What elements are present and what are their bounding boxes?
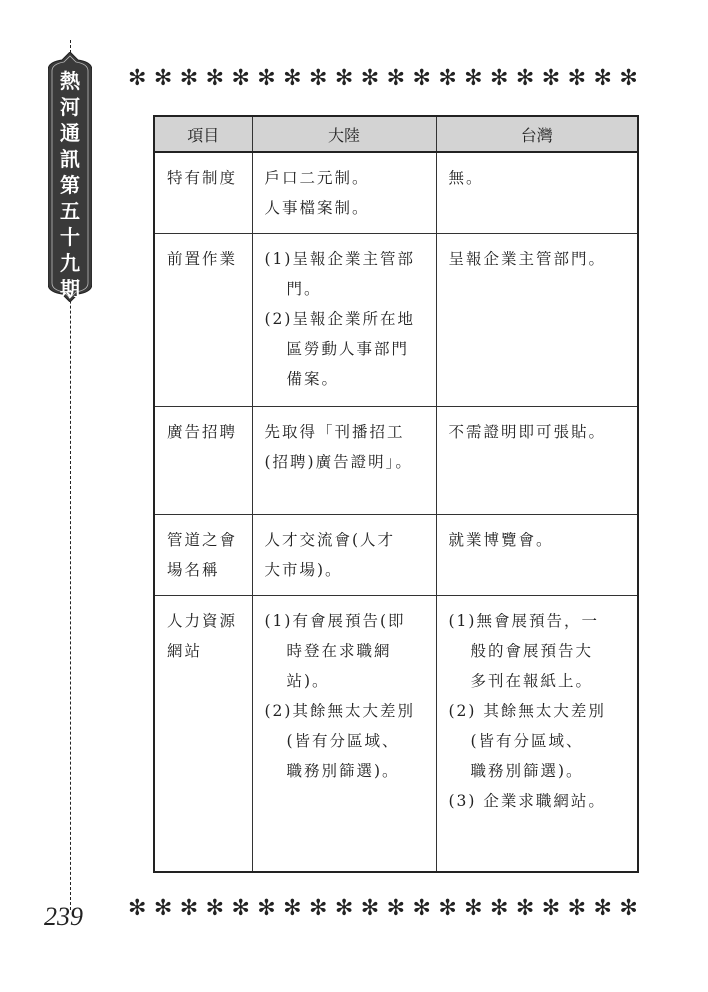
cell-text: 人力資源 (167, 612, 238, 631)
star-ornament: ✻ (464, 66, 483, 91)
star-ornament: ✻ (360, 896, 380, 921)
cell-text: 門。 (286, 279, 322, 298)
star-ornament: ✻ (205, 66, 225, 91)
cell-text: (1)無會展預告，一 (448, 612, 599, 631)
star-ornament: ✻ (128, 896, 147, 921)
cell-text: (皆有分區域、 (286, 732, 400, 751)
header-item: 項目 (154, 116, 252, 152)
star-ornament: ✻ (567, 66, 587, 91)
cell-item (154, 406, 252, 514)
banner-title-char: 十 (60, 225, 80, 249)
star-ornament: ✻ (257, 896, 276, 921)
cell-text: 廣告招聘 (167, 422, 238, 441)
cell-mainland (252, 233, 436, 406)
cell-text: (3) 企業求職網站。 (448, 792, 606, 811)
banner-title-char: 熱 (60, 69, 80, 93)
cell-item (154, 596, 252, 872)
cell-text: 戶口二元制。 (264, 169, 370, 187)
star-ornament: ✻ (179, 66, 199, 91)
cell-text: 場名稱 (167, 561, 220, 580)
star-ornament: ✻ (231, 66, 250, 91)
cell-text: 多刊在報紙上。 (470, 672, 594, 691)
star-ornament: ✻ (438, 66, 457, 91)
cell-mainland (252, 596, 436, 872)
star-ornament: ✻ (386, 66, 406, 91)
star-ornament: ✻ (593, 896, 612, 921)
cell-taiwan (436, 152, 638, 233)
cell-text: 呈報企業主管部門。 (448, 249, 607, 268)
cell-text: 人事檔案制。 (264, 199, 370, 217)
banner-title-char: 通 (60, 121, 80, 145)
cell-item (154, 233, 252, 406)
cell-taiwan (436, 406, 638, 514)
cell-item (154, 152, 252, 233)
star-ornament: ✻ (153, 66, 173, 91)
cell-text: (招聘)廣告證明」。 (264, 452, 413, 471)
comparison-table (153, 115, 639, 873)
cell-text: (2)其餘無太大差別 (264, 702, 415, 721)
cell-text: 備案。 (286, 369, 340, 388)
star-ornament: ✻ (334, 896, 354, 921)
top-star-divider (128, 68, 638, 90)
cell-text: 先取得「刊播招工 (264, 422, 405, 441)
header-mainland: 大陸 (252, 116, 436, 152)
star-ornament: ✻ (205, 896, 225, 921)
star-ornament: ✻ (386, 896, 406, 921)
star-ornament: ✻ (619, 896, 638, 921)
star-ornament: ✻ (309, 896, 328, 921)
cell-mainland (252, 152, 436, 233)
cell-taiwan (436, 596, 638, 872)
cell-text: 就業博覽會。 (448, 531, 554, 550)
cell-mainland (252, 406, 436, 514)
cell-taiwan (436, 233, 638, 406)
star-ornament: ✻ (515, 896, 535, 921)
star-ornament: ✻ (464, 896, 483, 921)
table-header-row (154, 116, 638, 152)
cell-text: (2) 其餘無太大差別 (448, 702, 606, 721)
table-row (154, 233, 638, 406)
cell-text: 特有制度 (167, 169, 238, 187)
bottom-star-divider (128, 898, 638, 920)
table-row (154, 515, 638, 596)
cell-text: 區勞動人事部門 (286, 339, 410, 358)
cell-item (154, 515, 252, 596)
cell-text: 管道之會 (167, 531, 238, 550)
banner-title-char: 河 (60, 95, 80, 119)
star-ornament: ✻ (334, 66, 354, 91)
star-ornament: ✻ (515, 66, 535, 91)
star-ornament: ✻ (412, 66, 431, 91)
star-ornament: ✻ (438, 896, 457, 921)
star-ornament: ✻ (128, 66, 147, 91)
cell-taiwan (436, 515, 638, 596)
banner-title-char: 九 (60, 251, 80, 275)
banner-title-char: 第 (60, 173, 80, 197)
table-row (154, 406, 638, 514)
star-ornament: ✻ (567, 896, 587, 921)
cell-text: (2)呈報企業所在地 (264, 309, 415, 328)
star-ornament: ✻ (283, 66, 302, 91)
star-ornament: ✻ (360, 66, 380, 91)
cell-text: 大市場)。 (264, 561, 343, 580)
star-ornament: ✻ (179, 896, 199, 921)
star-ornament: ✻ (490, 66, 509, 91)
star-ornament: ✻ (257, 66, 276, 91)
star-ornament: ✻ (412, 896, 431, 921)
header-taiwan: 台灣 (436, 116, 638, 152)
cell-text: 不需證明即可張貼。 (448, 422, 607, 441)
cell-text: 人才交流會(人才 (264, 531, 396, 550)
table-row (154, 596, 638, 872)
star-ornament: ✻ (490, 896, 509, 921)
cell-text: (皆有分區域、 (470, 732, 584, 751)
cell-text: 無。 (448, 169, 484, 187)
cell-text: 前置作業 (167, 249, 238, 268)
star-ornament: ✻ (541, 896, 561, 921)
star-ornament: ✻ (309, 66, 328, 91)
cell-text: 時登在求職網 (286, 642, 392, 661)
star-ornament: ✻ (541, 66, 561, 91)
page-number: 239 (44, 902, 83, 931)
cell-text: 般的會展預告大 (470, 642, 594, 661)
side-banner (48, 52, 92, 302)
cell-text: 網站 (167, 642, 203, 661)
publication-title (48, 68, 92, 302)
star-ornament: ✻ (153, 896, 173, 921)
cell-text: 職務別篩選)。 (470, 762, 584, 781)
banner-title-char: 期 (60, 277, 80, 301)
cell-text: (1)有會展預告(即 (264, 612, 406, 631)
star-ornament: ✻ (593, 66, 612, 91)
cell-text: 職務別篩選)。 (286, 762, 400, 781)
banner-title-char: 五 (60, 199, 80, 223)
cell-mainland (252, 515, 436, 596)
banner-title-char: 訊 (60, 147, 80, 171)
table-row (154, 152, 638, 233)
star-ornament: ✻ (619, 66, 638, 91)
star-ornament: ✻ (283, 896, 302, 921)
cell-text: (1)呈報企業主管部 (264, 249, 415, 268)
star-ornament: ✻ (231, 896, 250, 921)
cell-text: 站)。 (286, 672, 330, 691)
